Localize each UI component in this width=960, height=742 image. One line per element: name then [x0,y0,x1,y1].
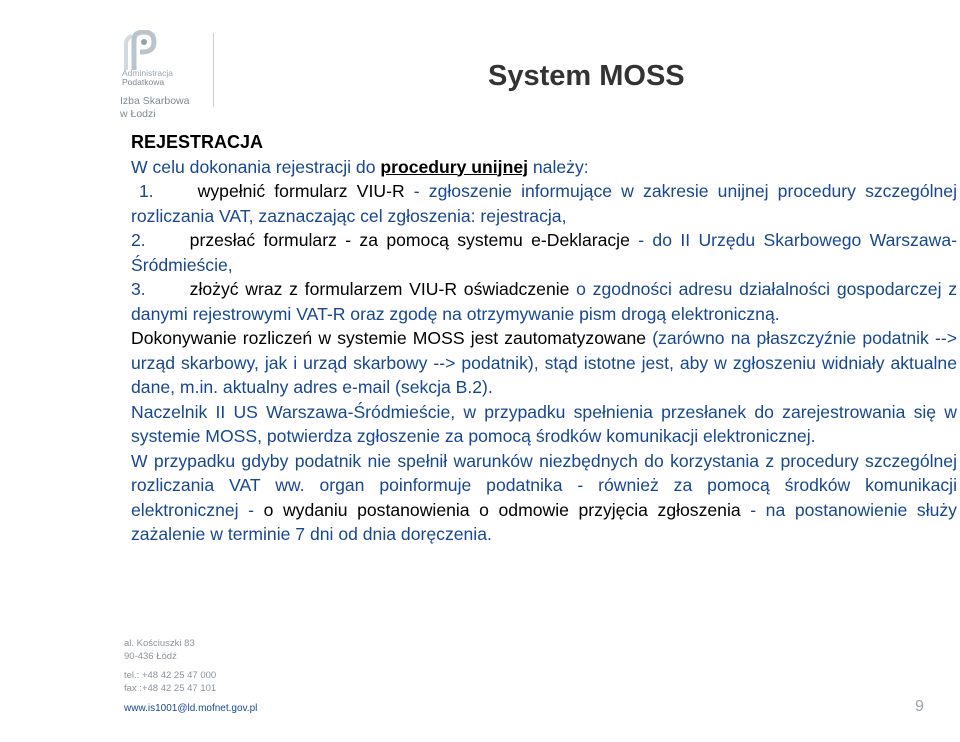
org-name-line2: w Łodzi [120,108,156,120]
refusal-key: o wydaniu postanowienia o odmowie przyjęcia zgłoszenia [263,499,741,520]
refusal-text-a: W przypadku gdyby podatnik nie spełnił warunków niezbędnych do korzystania z procedury szczególnej rozliczania VAT ww. organ poinformuje podatnika - również za pomocą środków komunikacji elektronicznej - [131,450,957,520]
automation-rest: (zarówno na płaszczyźnie podatnik --> urząd skarbowy, jak i urząd skarbowy --> podatnik), stąd istotne jest, aby w zgłoszeniu widniały aktualne dane, m.in. aktualny adres e-mail (sekcja B.2). [131,328,957,397]
logo-block [112,28,222,123]
intro-text-a: W celu dokonania rejestracji do [131,156,381,177]
footer-website-link[interactable]: www.is1001@ld.mofnet.gov.pl [124,703,258,714]
list-number-3: 3. [131,279,146,299]
list-item-3 [131,277,957,326]
confirmation-paragraph: Naczelnik II US Warszawa-Śródmieście, w przypadku spełnienia przesłanek do zarejestrowania się w systemie MOSS, potwierdza zgłoszenie za pomocą środków komunikacji elektronicznej. [131,401,957,446]
logo-text-line1: Administracja [122,68,174,78]
intro-text-emphasis: procedury unijnej [380,156,528,177]
header-divider [213,33,214,107]
administracja-podatkowa-logo-icon [120,30,160,72]
list-item-2-key: przesłać formularz - za pomocą systemu e-Deklaracje [189,230,630,250]
section-heading: REJESTRACJA [131,132,264,152]
page-number: 9 [915,698,924,715]
list-number-2: 2. [131,230,146,250]
refusal-text-c: - na postanowienie służy zażalenie w terminie 7 dni od dnia doręczenia. [131,499,957,544]
list-item-3-key: złożyć wraz z formularzem VIU-R oświadczenie [189,279,570,299]
automation-paragraph [131,326,957,400]
footer-address-line2: 90-436 Łódź [124,651,177,662]
footer-address-line1: al. Kościuszki 83 [124,638,195,649]
slide-title: System MOSS [488,60,685,92]
list-item-2-rest: - do II Urzędu Skarbowego Warszawa-Śródmieście, [131,230,957,275]
intro-paragraph [131,155,957,180]
list-item-1 [131,179,957,228]
list-item-3-rest: o zgodności adresu działalności gospodarczej z danymi rejestrowymi VAT-R oraz zgodę na otrzymywanie pism drogą elektroniczną. [131,279,957,324]
list-item-1-key: wypełnić formularz VIU-R [197,181,405,201]
logo-text-line2: Podatkowa [122,77,165,87]
list-number-1: 1. [139,181,154,201]
intro-text-c: należy: [528,156,589,177]
list-item-1-rest: - zgłoszenie informujące w zakresie unijnej procedury szczególnej rozliczania VAT, zaznaczając cel zgłoszenia: rejestracja, [131,181,957,226]
org-name-line1: Izba Skarbowa [120,95,190,107]
footer-fax: fax :+48 42 25 47 101 [124,683,217,694]
slide-content [131,130,957,547]
refusal-paragraph [131,449,957,547]
footer-phone: tel.: +48 42 25 47 000 [124,670,217,681]
automation-key: Dokonywanie rozliczeń w systemie MOSS jest zautomatyzowane [131,328,647,348]
list-item-2 [131,228,957,277]
